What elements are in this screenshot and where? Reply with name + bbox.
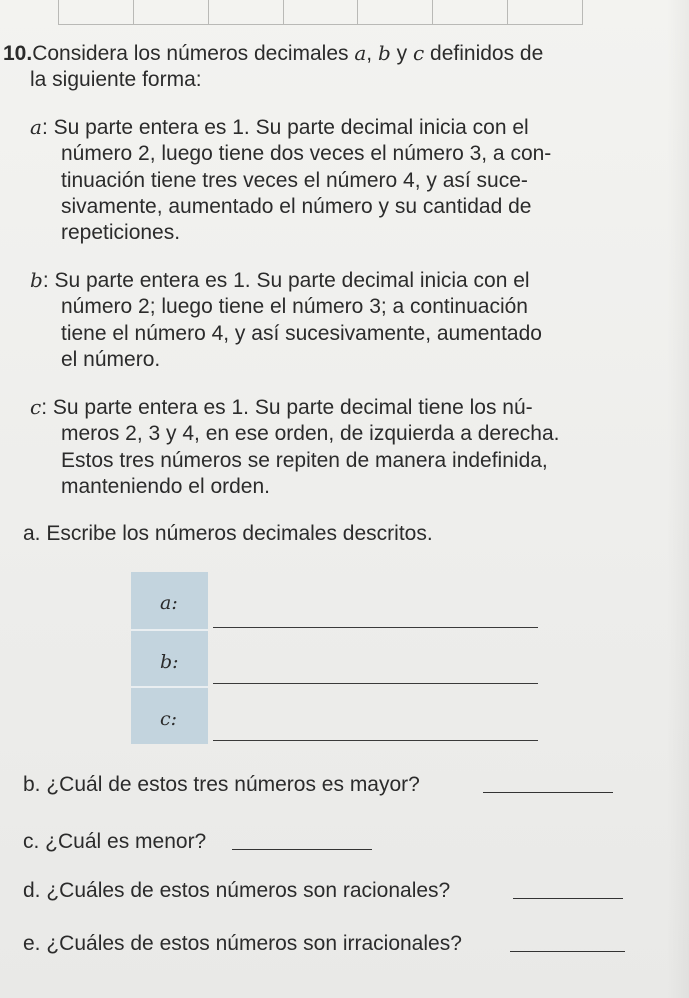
page-edge-shadow [667, 0, 689, 998]
desc-c-label: c [30, 395, 42, 419]
answer-label-c: c: [160, 708, 178, 730]
question-c: c. ¿Cuál es menor? [23, 830, 207, 853]
desc-b-line3: tiene el número 4, y así sucesivamente, aumentado [61, 322, 542, 345]
answer-row-c [131, 688, 208, 744]
intro-text-2: definidos de [430, 42, 544, 65]
question-b-row [23, 772, 420, 797]
intro-text-1: Considera los números decimales [32, 42, 355, 65]
answer-label-b: b: [160, 651, 179, 673]
answer-row-a [131, 572, 208, 628]
desc-b-line4: el número. [61, 348, 161, 371]
desc-a-line3: tinuación tiene tres veces el número 4, y así suce- [61, 169, 528, 192]
answer-label-a: a: [160, 592, 178, 614]
problem-number: 10. [3, 42, 33, 65]
question-c-row [23, 829, 206, 854]
question-e-row [23, 931, 462, 956]
question-b: b. ¿Cuál de estos tres números es mayor? [23, 773, 420, 796]
desc-a-line4: sivamente, aumentado el número y su cantidad de [61, 195, 532, 218]
desc-c-line3: Estos tres números se repiten de manera indefinida, [61, 449, 548, 472]
desc-b-line2: número 2; luego tiene el número 3; a continuación [61, 295, 528, 318]
desc-a-label: a [30, 115, 42, 139]
answer-blank-b[interactable] [483, 774, 613, 793]
desc-b-label: b [30, 268, 43, 292]
desc-c-line1: c: Su parte entera es 1. Su parte decimal tiene los nú- [30, 395, 533, 419]
answer-line-a[interactable] [213, 627, 538, 628]
var-b: b [377, 41, 391, 65]
answer-row-b [131, 631, 208, 687]
question-e: e. ¿Cuáles de estos números son irracionales? [23, 932, 462, 955]
question-a: a. Escribe los números decimales descritos. [23, 522, 433, 545]
desc-a-line1: a: Su parte entera es 1. Su parte decimal inicia con el [30, 115, 529, 139]
var-a: a [354, 41, 367, 65]
desc-a-line5: repeticiones. [61, 221, 181, 244]
desc-c-line2: meros 2, 3 y 4, en ese orden, de izquierda a derecha. [61, 422, 560, 445]
answer-line-c[interactable] [213, 740, 538, 741]
top-grid-fragment [58, 0, 583, 25]
answer-table [131, 572, 208, 744]
problem-intro-line2: la siguiente forma: [30, 68, 202, 91]
answer-blank-d[interactable] [513, 880, 623, 899]
answer-blank-c[interactable] [232, 831, 372, 850]
problem-intro-line1: 10.Considera los números decimales a, b y c definidos de [3, 41, 544, 65]
desc-c-line4: manteniendo el orden. [61, 475, 270, 498]
answer-blank-e[interactable] [510, 933, 625, 952]
answer-line-b[interactable] [213, 683, 538, 684]
var-c: c [412, 41, 425, 65]
question-d-row [23, 878, 450, 903]
desc-a-line2: número 2, luego tiene dos veces el número 3, a con- [61, 142, 552, 165]
desc-b-line1: b: Su parte entera es 1. Su parte decimal inicia con el [30, 268, 530, 292]
question-d: d. ¿Cuáles de estos números son racionales? [23, 879, 451, 902]
